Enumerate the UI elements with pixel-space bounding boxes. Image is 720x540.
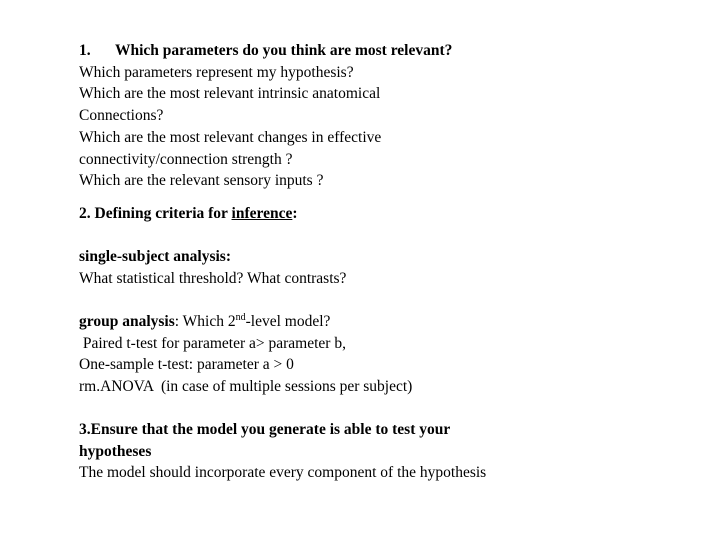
section-1-line: Which are the most relevant intrinsic anatomical <box>79 85 381 103</box>
section-1-number: 1. <box>79 42 91 59</box>
ordinal-superscript: nd <box>235 311 246 323</box>
section-1-line: Which are the most relevant changes in effective <box>79 128 382 146</box>
section-3-heading-line: 3.Ensure that the model you generate is able to test your <box>79 421 451 438</box>
section-1-line: connectivity/connection strength ? <box>79 150 293 168</box>
section-1-line: Which are the relevant sensory inputs ? <box>79 172 324 190</box>
section-1-line: Connections? <box>79 107 164 125</box>
section-1-heading-text: Which parameters do you think are most relevant? <box>115 42 453 59</box>
section-1-line: Which parameters represent my hypothesis? <box>79 63 354 81</box>
single-subject-heading: single-subject analysis: <box>79 248 231 265</box>
section-1 <box>79 40 679 192</box>
section-2-heading <box>79 203 679 225</box>
section-2-heading-prefix: 2. Defining criteria for <box>79 205 232 222</box>
group-analysis-line: rm.ANOVA (in case of multiple sessions per subject) <box>79 378 413 396</box>
group-analysis-line: Paired t-test for parameter a> parameter b, <box>79 334 346 352</box>
group-analysis-section <box>79 311 679 398</box>
group-analysis-text: : Which 2 <box>174 313 236 330</box>
section-1-heading <box>79 40 679 62</box>
group-analysis-heading: group analysis <box>79 313 175 330</box>
inference-link[interactable]: inference <box>231 205 293 222</box>
section-3-heading-line: hypotheses <box>79 442 152 460</box>
group-analysis-line: One-sample t-test: parameter a > 0 <box>79 356 294 374</box>
group-analysis-text-end: -level model? <box>245 313 331 330</box>
single-subject-section <box>79 246 679 289</box>
single-subject-line: What statistical threshold? What contrasts? <box>79 269 347 287</box>
section-3-line: The model should incorporate every component of the hypothesis <box>79 464 487 482</box>
section-3 <box>79 419 679 484</box>
section-2-heading-suffix: : <box>292 205 298 222</box>
